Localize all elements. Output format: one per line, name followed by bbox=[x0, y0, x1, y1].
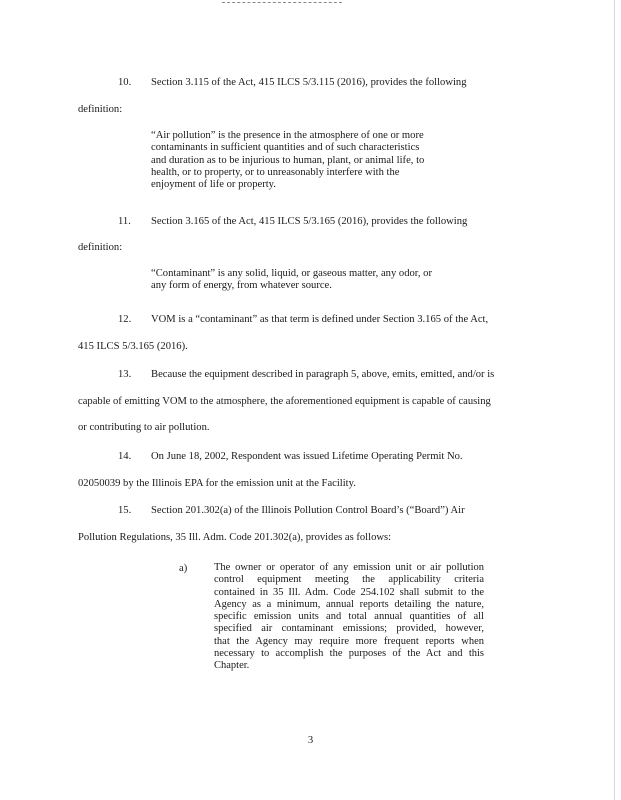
paragraph-13-line-2: capable of emitting VOM to the atmosphere, the aforementioned equipment is capable of causing bbox=[78, 396, 491, 407]
quote-line: specified air contaminant emissions; provided, however, bbox=[214, 623, 484, 635]
quote-line: Chapter. bbox=[214, 660, 250, 671]
paragraph-10-number: 10. bbox=[118, 77, 132, 88]
quote-line: contaminants in sufficient quantities and of such characteristics bbox=[151, 142, 420, 154]
quote-line: specific emission units and total annual quantities of all bbox=[214, 611, 484, 622]
quote-line: The owner or operator of any emission unit or air pollution bbox=[214, 562, 484, 573]
paragraph-15-number: 15. bbox=[118, 505, 132, 516]
paragraph-11-line-1: Section 3.165 of the Act, 415 ILCS 5/3.165 (2016), provides the following bbox=[151, 216, 468, 227]
subsection-a-label: a) bbox=[179, 563, 188, 574]
paragraph-13-line-3: or contributing to air pollution. bbox=[78, 422, 210, 433]
paragraph-14-line-1: On June 18, 2002, Respondent was issued Lifetime Operating Permit No. bbox=[151, 451, 463, 462]
air-pollution-definition-quote bbox=[151, 130, 424, 191]
paragraph-15-line-2: Pollution Regulations, 35 Ill. Adm. Code 201.302(a), provides as follows: bbox=[78, 532, 392, 543]
paragraph-10-line-2: definition: bbox=[78, 104, 123, 115]
quote-line: Agency as a minimum, annual reports detailing the nature, bbox=[214, 598, 484, 610]
quote-line: “Air pollution” is the presence in the atmosphere of one or more bbox=[151, 130, 424, 141]
contaminant-definition-quote bbox=[151, 268, 432, 293]
scan-artifact-top bbox=[222, 2, 342, 3]
subsection-a-quote bbox=[214, 562, 484, 672]
quote-line: enjoyment of life or property. bbox=[151, 179, 276, 191]
paragraph-11-line-2: definition: bbox=[78, 242, 123, 253]
paragraph-12-line-2: 415 ILCS 5/3.165 (2016). bbox=[78, 341, 188, 352]
quote-line: control equipment meeting the applicability criteria bbox=[214, 574, 484, 586]
page-number: 3 bbox=[307, 735, 314, 746]
paragraph-15-line-1: Section 201.302(a) of the Illinois Pollution Control Board’s (“Board”) Air bbox=[151, 505, 465, 516]
paragraph-10-line-1: Section 3.115 of the Act, 415 ILCS 5/3.115 (2016), provides the following bbox=[151, 77, 467, 88]
quote-line: contained in 35 Ill. Adm. Code 254.102 shall submit to the bbox=[214, 586, 484, 598]
paragraph-13-line-1: Because the equipment described in paragraph 5, above, emits, emitted, and/or is bbox=[151, 369, 495, 380]
paragraph-14-number: 14. bbox=[118, 451, 132, 462]
quote-line: that the Agency may require more frequent reports when bbox=[214, 635, 484, 647]
quote-line: “Contaminant” is any solid, liquid, or gaseous matter, any odor, or bbox=[151, 268, 433, 279]
quote-line: and duration as to be injurious to human, plant, or animal life, to bbox=[151, 154, 425, 166]
paragraph-11-number: 11. bbox=[118, 216, 131, 227]
paragraph-12-line-1: VOM is a “contaminant” as that term is defined under Section 3.165 of the Act, bbox=[151, 314, 489, 325]
quote-line: any form of energy, from whatever source. bbox=[151, 280, 332, 292]
quote-line: necessary to accomplish the purposes of the Act and this bbox=[214, 647, 484, 659]
paragraph-12-number: 12. bbox=[118, 314, 132, 325]
scan-artifact-edge bbox=[614, 0, 615, 800]
paragraph-13-number: 13. bbox=[118, 369, 132, 380]
quote-line: health, or to property, or to unreasonably interfere with the bbox=[151, 166, 400, 178]
paragraph-14-line-2: 02050039 by the Illinois EPA for the emission unit at the Facility. bbox=[78, 478, 356, 489]
